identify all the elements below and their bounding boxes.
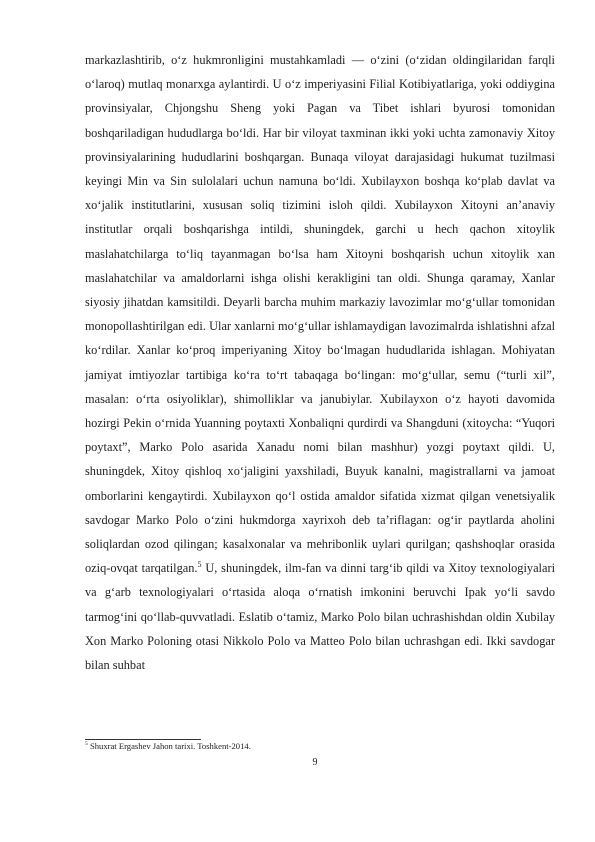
footnote-reference: 5 bbox=[197, 560, 202, 570]
paragraph-text-part2: U, shuningdek, ilm-fan va dinni targ‘ib qildi va Xitoy texnologiyalari va g‘arb texnologiyalari o‘rtasida aloqa o‘rnatish imkonini beruvchi Ipak yo‘li savdo tarmog‘ini qo‘llab-quvvatladi. Eslatib o‘tamiz, Marko Polo bilan uchrashishdan oldin Xubilay Xon Marko Poloning otasi Nikkolo Polo va Matteo Polo bilan uchrashgan edi. Ikki savdogar bilan suhbat bbox=[85, 561, 555, 673]
footnote-number: 5 bbox=[85, 741, 88, 748]
paragraph-text-part1: markazlashtirib, o‘z hukmronligini mustahkamladi — o‘zini (o‘zidan oldingilaridan farqli o‘laroq) mutlaq monarxga aylantirdi. U o‘z imperiyasini Filial Kotibiyatlariga, yoki oddiygina provinsiyalar, Chjongshu Sheng yoki Pagan va Tibet ishlari byurosi tomonidan boshqariladigan hududlarga bo‘ldi. Har bir viloyat taxminan ikki yoki uchta zamonaviy Xitoy provinsiyalarining hududlarini boshqargan. Bunaqa viloyat darajasidagi hukumat tuzilmasi keyingi Min va Sin sulolalari uchun namuna bo‘ldi. Xubilayxon boshqa ko‘plab davlat va xo‘jalik institutlarini, xususan soliq tizimini isloh qildi. Xubilayxon Xitoyni an’anaviy institutlar orqali boshqarishga intildi, shuningdek, garchi u hech qachon xitoylik maslahatchilarga to‘liq tayanmagan bo‘lsa ham Xitoyni boshqarish uchun xitoylik xan maslahatchilar va amaldorlarni ishga olishi kerakligini tan oldi. Shunga qaramay, Xanlar siyosiy jihatdan kamsitildi. Deyarli barcha muhim markaziy lavozimlar mo‘g‘ullar tomonidan monopollashtirilgan edi. Ular xanlarni mo‘g‘ullar ishlamaydigan lavozimalrda ishlatishni afzal ko‘rdilar. Xanlar ko‘proq imperiyaning Xitoy bo‘lmagan hududlarida ishlagan. Mohiyatan jamiyat imtiyozlar tartibiga ko‘ra to‘rt tabaqaga bo‘lingan: mo‘g‘ullar, semu (“turli xil”, masalan: o‘rta osiyoliklar), shimolliklar va janubiylar. Xubilayxon o‘z hayoti davomida hozirgi Pekin o‘rnida Yuanning poytaxti Xonbaliqni qurdirdi va Shangduni (xitoycha: “Yuqori poytaxt”, Marko Polo asarida Xanadu nomi bilan mashhur) yozgi poytaxt qildi. U, shuningdek, Xitoy qishloq xo‘jaligini yaxshiladi, Buyuk kanalni, magistrallarni va jamoat omborlarini kengaytirdi. Xubilayxon qo‘l ostida amaldor sifatida xizmat qilgan venetsiyalik savdogar Marko Polo o‘zini hukmdorga xayrixoh deb ta’riflagan: og‘ir paytlarda aholini soliqlardan ozod qilingan; kasalxonalar va mehribonlik uylari qurilgan; qashshoqlar orasida oziq-ovqat tarqatilgan. bbox=[85, 53, 555, 576]
footnote-separator bbox=[85, 739, 201, 740]
body-text bbox=[85, 48, 555, 677]
main-paragraph bbox=[85, 48, 555, 677]
footnote bbox=[85, 741, 555, 752]
footnote-text: Shuxrat Ergashev Jahon tarixi. Toshkent-2014. bbox=[87, 741, 251, 751]
page-number: 9 bbox=[312, 757, 318, 768]
